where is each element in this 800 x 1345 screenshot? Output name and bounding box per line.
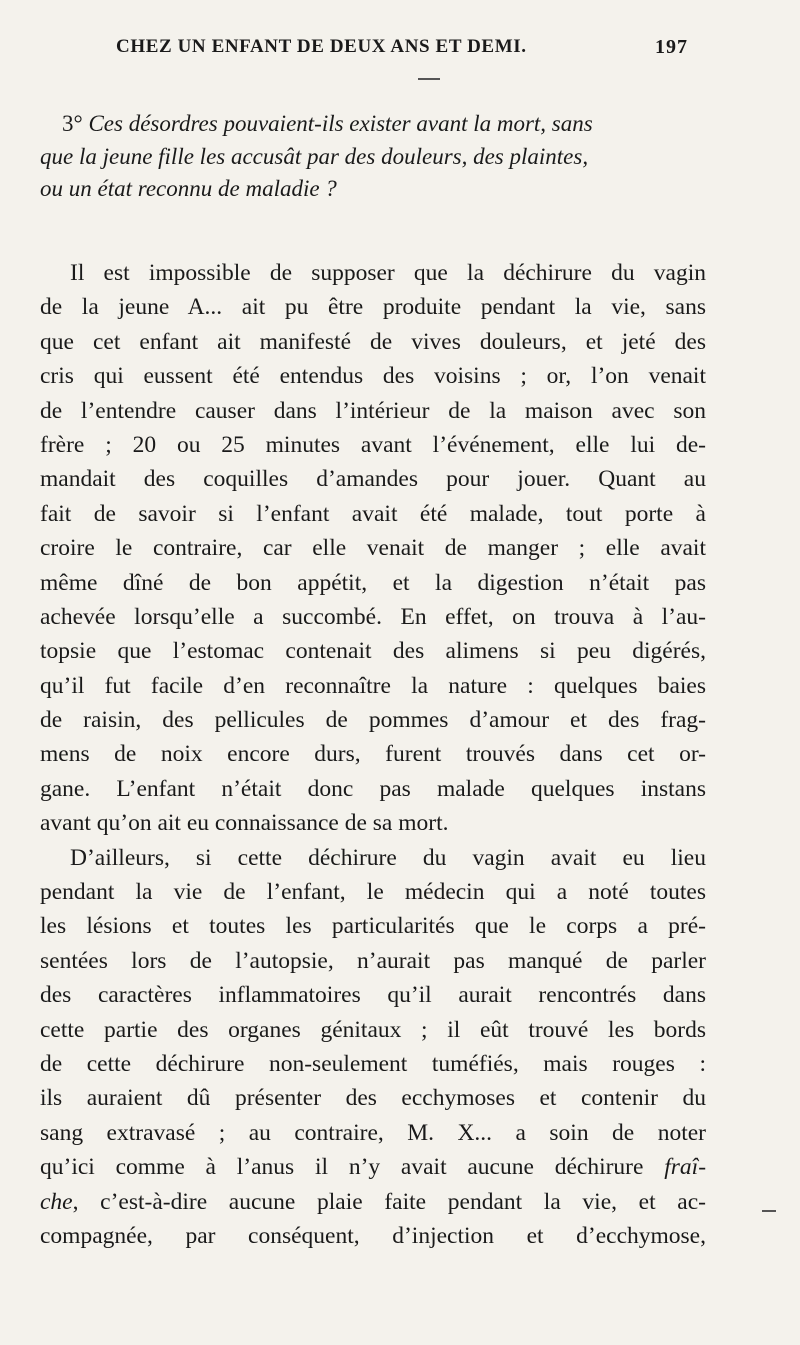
text-line: de la jeune A... ait pu être produite pendant la vie, sans [40, 294, 706, 321]
text-line: mandait des coquilles d’amandes pour jouer. Quant au [40, 466, 706, 493]
running-header [116, 36, 688, 66]
text-line: sang extravasé ; au contraire, M. X... a soin de noter [40, 1119, 706, 1146]
text-line: gane. L’enfant n’était donc pas malade quelques instans [40, 775, 706, 802]
text-line: même dîné de bon appétit, et la digestion n’était pas [40, 569, 706, 596]
text-fragment: qu’ici comme à l’anus il n’y avait aucune déchirure [40, 1154, 644, 1181]
question-block [40, 108, 700, 206]
text-line: pendant la vie de l’enfant, le médecin qui a noté toutes [40, 879, 706, 906]
italic-word: fraî- [664, 1154, 707, 1181]
margin-dash [762, 1210, 776, 1212]
text-line: qu’il fut facile d’en reconnaître la nature : quelques baies [40, 672, 706, 699]
text-line: fait de savoir si l’enfant avait été malade, tout porte à [40, 500, 706, 527]
text-line: sentées lors de l’autopsie, n’aurait pas manqué de parler [40, 947, 706, 974]
text-fragment: , c’est-à-dire aucune plaie faite pendant la vie, et ac- [72, 1188, 706, 1215]
text-line: cette partie des organes génitaux ; il eût trouvé les bords [40, 1016, 706, 1043]
text-line: de l’entendre causer dans l’intérieur de la maison avec son [40, 397, 706, 424]
question-line-1 [40, 108, 700, 141]
body-text [40, 256, 706, 1253]
header-rule [418, 78, 440, 80]
text-line: avant qu’on ait eu connaissance de sa mort. [40, 810, 449, 837]
text-line: de raisin, des pellicules de pommes d’amour et des frag- [40, 707, 706, 734]
text-line: D’ailleurs, si cette déchirure du vagin avait eu lieu [70, 844, 706, 871]
italic-word: che [40, 1188, 73, 1215]
page-number: 197 [655, 36, 688, 58]
text-line: les lésions et toutes les particularités que le corps a pré- [40, 913, 706, 940]
text-line: topsie que l’estomac contenait des alimens si peu digérés, [40, 638, 706, 665]
text-line: cris qui eussent été entendus des voisins ; or, l’on venait [40, 363, 706, 390]
text-line: des caractères inflammatoires qu’il aurait rencontrés dans [40, 982, 706, 1009]
text-line: Il est impossible de supposer que la déchirure du vagin [70, 260, 706, 286]
text-line: ils auraient dû présenter des ecchymoses et contenir du [40, 1085, 706, 1112]
question-line-3: ou un état reconnu de maladie ? [40, 176, 337, 201]
text-line: achevée lorsqu’elle a succombé. En effet, on trouva à l’au- [40, 603, 706, 630]
text-line [40, 1185, 706, 1219]
question-number: 3° [62, 111, 83, 136]
question-line-2: que la jeune fille les accusât par des douleurs, des plaintes, [40, 143, 589, 169]
text-line: compagnée, par conséquent, d’injection et d’ecchymose, [40, 1222, 706, 1249]
text-line: frère ; 20 ou 25 minutes avant l’événement, elle lui de- [40, 431, 706, 458]
text-line [40, 1150, 706, 1184]
question-text: Ces désordres pouvaient-ils exister avant la mort, sans [88, 111, 593, 136]
text-line: croire le contraire, car elle venait de manger ; elle avait [40, 535, 706, 562]
text-line: que cet enfant ait manifesté de vives douleurs, et jeté des [40, 328, 706, 355]
text-line: mens de noix encore durs, furent trouvés dans cet or- [40, 741, 706, 768]
text-line: de cette déchirure non-seulement tuméfiés, mais rouges : [40, 1050, 706, 1077]
running-title: CHEZ UN ENFANT DE DEUX ANS ET DEMI. [116, 36, 527, 57]
